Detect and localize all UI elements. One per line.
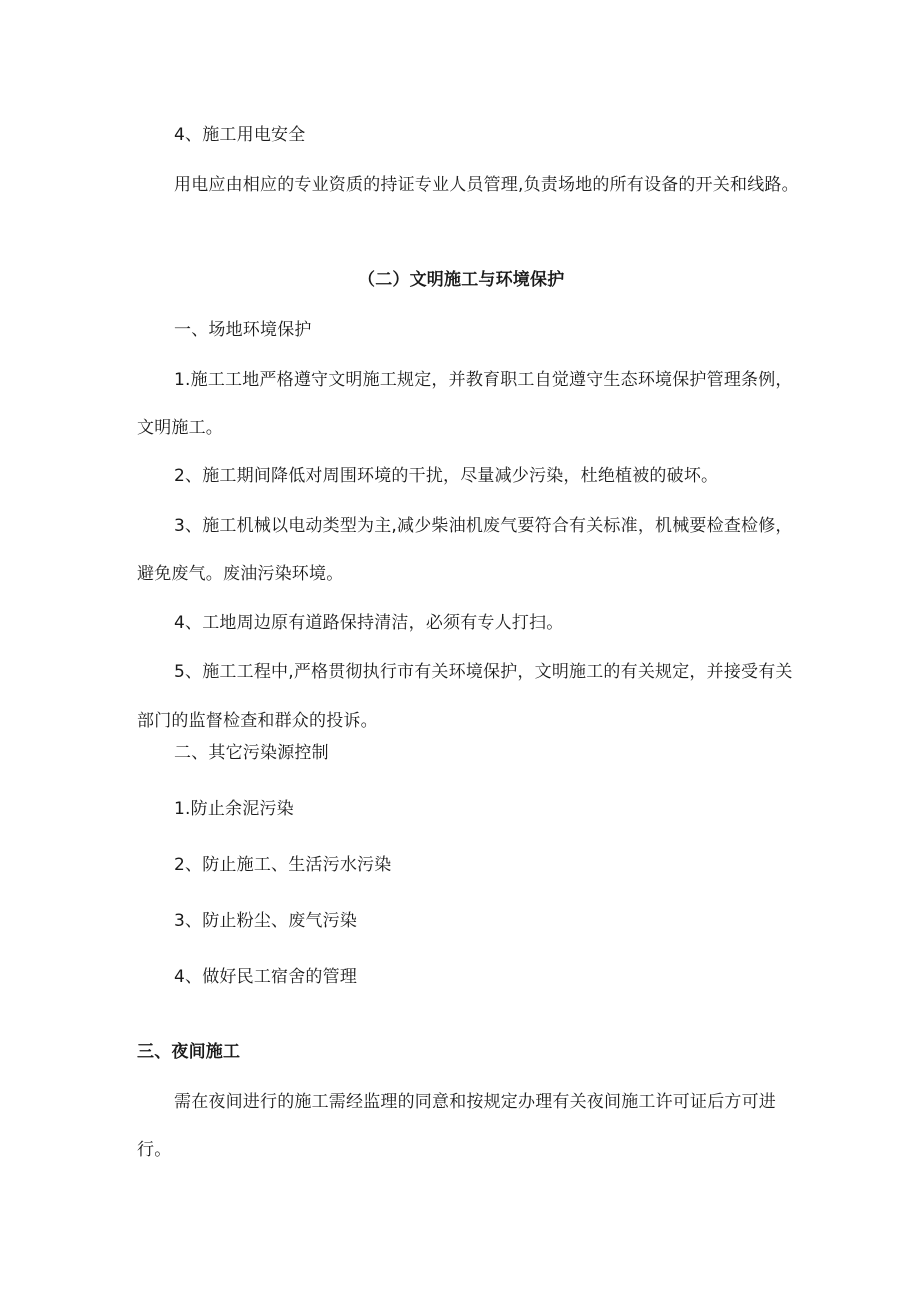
paragraph-night-work-line-2: 行。 — [137, 1140, 172, 1160]
paragraph-item-4: 4、工地周边原有道路保持清洁，必须有专人打扫。 — [174, 613, 564, 633]
paragraph-night-work-line-1: 需在夜间进行的施工需经监理的同意和按规定办理有关夜间施工许可证后方可进 — [174, 1092, 776, 1112]
list-item-mud-pollution: 1.防止余泥污染 — [174, 799, 294, 819]
paragraph-item-3-line-1: 3、施工机械以电动类型为主,减少柴油机废气要符合有关标准，机械要检查检修， — [174, 516, 793, 536]
paragraph-item-5-line-1: 5、施工工程中,严格贯彻执行市有关环境保护，文明施工的有关规定，并接受有关 — [174, 662, 793, 682]
paragraph-item-2: 2、施工期间降低对周围环境的干扰，尽量减少污染，杜绝植被的破坏。 — [174, 466, 719, 486]
paragraph-item-3-line-2: 避免废气。废油污染环境。 — [137, 564, 344, 584]
section-heading-night-work: 三、夜间施工 — [137, 1042, 241, 1062]
subsection-heading-other-pollution: 二、其它污染源控制 — [174, 743, 329, 763]
list-item-sewage-pollution: 2、防止施工、生活污水污染 — [174, 855, 392, 875]
paragraph-electric-safety: 用电应由相应的专业资质的持证专业人员管理,负责场地的所有设备的开关和线路。 — [174, 175, 799, 195]
list-item-dormitory-management: 4、做好民工宿舍的管理 — [174, 967, 358, 987]
subsection-heading-electric-safety: 4、施工用电安全 — [174, 125, 306, 145]
paragraph-item-1-line-2: 文明施工。 — [137, 418, 223, 438]
paragraph-item-5-line-2: 部门的监督检查和群众的投诉。 — [137, 711, 378, 731]
paragraph-item-1-line-1: 1.施工工地严格遵守文明施工规定，并教育职工自觉遵守生态环境保护管理条例， — [174, 370, 793, 390]
subsection-heading-site-environment: 一、场地环境保护 — [174, 320, 312, 340]
section-title-civilized-construction: （二）文明施工与环境保护 — [358, 270, 565, 290]
list-item-dust-pollution: 3、防止粉尘、废气污染 — [174, 911, 358, 931]
